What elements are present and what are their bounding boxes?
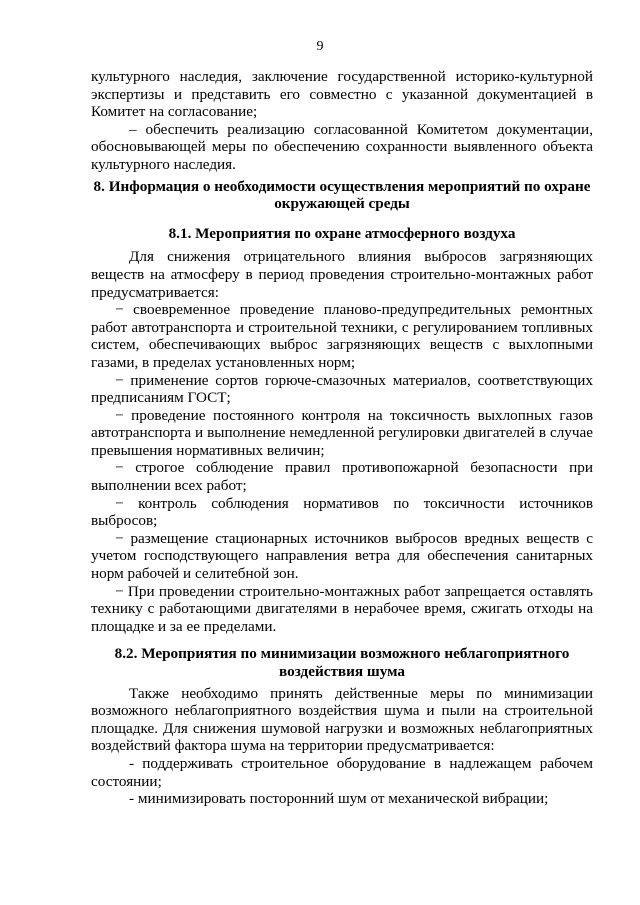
page-number: 9 — [316, 39, 324, 54]
paragraph-noise-intro: Также необходимо принять действенные меры по минимизации возможного неблагоприятного воздействия шума и пыли на строительной площадке. Для снижения шумовой нагрузки и возможных неблагоприятных воздействий фактора шума на территории предусматривается: — [91, 684, 593, 755]
list-item-lubricants: − применение сортов горюче-смазочных материалов, соответствующих предписаниям ГОСТ; — [91, 371, 593, 407]
list-item-toxicity-control: − контроль соблюдения нормативов по токсичности источников выбросов; — [91, 494, 593, 530]
list-item-source-placement: − размещение стационарных источников выбросов вредных веществ с учетом господствующего направления ветра для обеспечения санитарных норм рабочей и селитебной зон. — [91, 529, 593, 583]
list-item-equipment-maintenance: - поддерживать строительное оборудование в надлежащем рабочем состоянии; — [91, 754, 593, 790]
list-item-vibration-noise: - минимизировать посторонний шум от механической вибрации; — [129, 790, 549, 808]
paragraph-heritage-continuation: культурного наследия, заключение государственной историко-культурной экспертизы и представить его совместно с указанной документацией в Комитет на согласование; — [91, 68, 593, 121]
list-item-exhaust-control: − проведение постоянного контроля на токсичность выхлопных газов автотранспорта и выполнение немедленной регулировки двигателей в случае превышения нормативных величин; — [91, 406, 593, 459]
list-item-idle-prohibition: − При проведении строительно-монтажных работ запрещается оставлять технику с работающими двигателями в нерабочее время, сжигать отходы на площадке и за ее пределами. — [91, 582, 593, 635]
subsection-heading-noise: 8.2. Мероприятия по минимизации возможного неблагоприятного воздействия шума — [114, 645, 570, 680]
paragraph-heritage-documentation: – обеспечить реализацию согласованной Комитетом документации, обосновывающей меры по обеспечению сохранности выявленного объекта культурного наследия. — [91, 120, 593, 173]
subsection-heading-air: 8.1. Мероприятия по охране атмосферного воздуха — [168, 224, 516, 242]
list-item-maintenance: − своевременное проведение планово-предупредительных ремонтных работ автотранспорта и строительной техники, с регулированием топливных систем, обеспечивающих выброс загрязняющих веществ с выхлопными газами, в пределах установленных норм; — [91, 301, 593, 371]
section-heading-environment: 8. Информация о необходимости осуществления мероприятий по охране окружающей среды — [93, 177, 591, 213]
list-item-fire-safety: − строгое соблюдение правил противопожарной безопасности при выполнении всех работ; — [91, 459, 593, 495]
paragraph-air-intro: Для снижения отрицательного влияния выбросов загрязняющих веществ на атмосферу в период проведения строительно-монтажных работ предусматривается: — [91, 248, 593, 301]
page-content — [91, 68, 593, 808]
